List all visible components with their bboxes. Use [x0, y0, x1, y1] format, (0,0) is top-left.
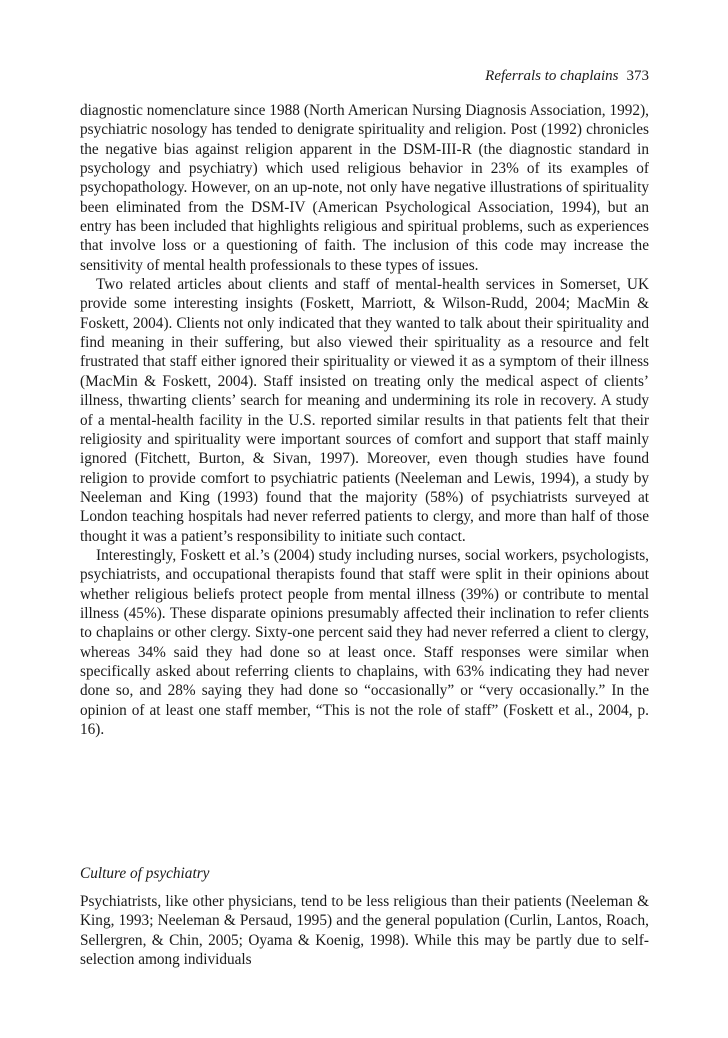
paragraph-foskett-study: Interestingly, Foskett et al.’s (2004) study including nurses, social workers, psychologists, psychiatrists, and occupational therapists found that staff were split in their opinions about whether religious beliefs protect people from mental illness (39%) or contribute to mental illness (45%). These disparate opinions presumably affected their inclination to refer clients to chaplains or other clergy. Sixty-one percent said they had never referred a client to clergy, whereas 34% said they had done so at least once. Staff responses were similar when specifically asked about referring clients to chaplains, with 63% indicating they had never done so, and 28% saying they had done so “occasionally” or “very occasionally.” In the opinion of at least one staff member, “This is not the role of staff” (Foskett et al., 2004, p. 16). [80, 546, 649, 738]
page-number: 373 [626, 68, 649, 84]
running-head-title: Referrals to chaplains [485, 68, 619, 84]
paragraph-somerset-study: Two related articles about clients and staff of mental-health services in Somerset, UK provide some interesting insights (Foskett, Marriott, & Wilson-Rudd, 2004; MacMin & Foskett, 2004). Clients not only indicated that they wanted to talk about their spirituality and find meaning in their suffering, but also viewed their spirituality as a resource and felt frustrated that staff either ignored their spirituality or viewed it as a symptom of their illness (MacMin & Foskett, 2004). Staff insisted on treating only the medical aspect of clients’ illness, thwarting clients’ search for meaning and undermining its role in recovery. A study of a mental-health facility in the U.S. reported similar results in that patients felt that their religiosity and spirituality were important sources of comfort and support that staff mainly ignored (Fitchett, Burton, & Sivan, 1997). Moreover, even though studies have found religion to provide comfort to psychiatric patients (Neeleman and Lewis, 1994), a study by Neeleman and King (1993) found that the majority (58%) of psychiatrists surveyed at London teaching hospitals had never referred patients to clergy, and more than half of those thought it was a patient’s responsibility to initiate such contact. [80, 276, 649, 545]
running-head [485, 66, 649, 86]
paragraph-continued: diagnostic nomenclature since 1988 (North American Nursing Diagnosis Association, 1992), psychiatric nosology has tended to denigrate spirituality and religion. Post (1992) chronicles the negative bias against religion apparent in the DSM-III-R (the diagnostic standard in psychology and psychiatry) which used religious behavior in 23% of its examples of psychopathology. However, on an up-note, not only have negative illustrations of spirituality been eliminated from the DSM-IV (American Psychological Association, 1994), but an entry has been included that highlights religious and spiritual problems, such as experiences that involve loss or a questioning of faith. The inclusion of this code may increase the sensitivity of mental health professionals to these types of issues. [80, 102, 649, 274]
body-text [80, 101, 649, 739]
journal-page [80, 0, 649, 1038]
section-heading: Culture of psychiatry [80, 865, 210, 882]
paragraph-culture-of-psychiatry: Psychiatrists, like other physicians, tend to be less religious than their patients (Neeleman & King, 1993; Neeleman & Persaud, 1995) and the general population (Curlin, Lantos, Roach, Sellergren, & Chin, 2005; Oyama & Koenig, 1998). While this may be partly due to self-selection among individuals [80, 893, 649, 969]
